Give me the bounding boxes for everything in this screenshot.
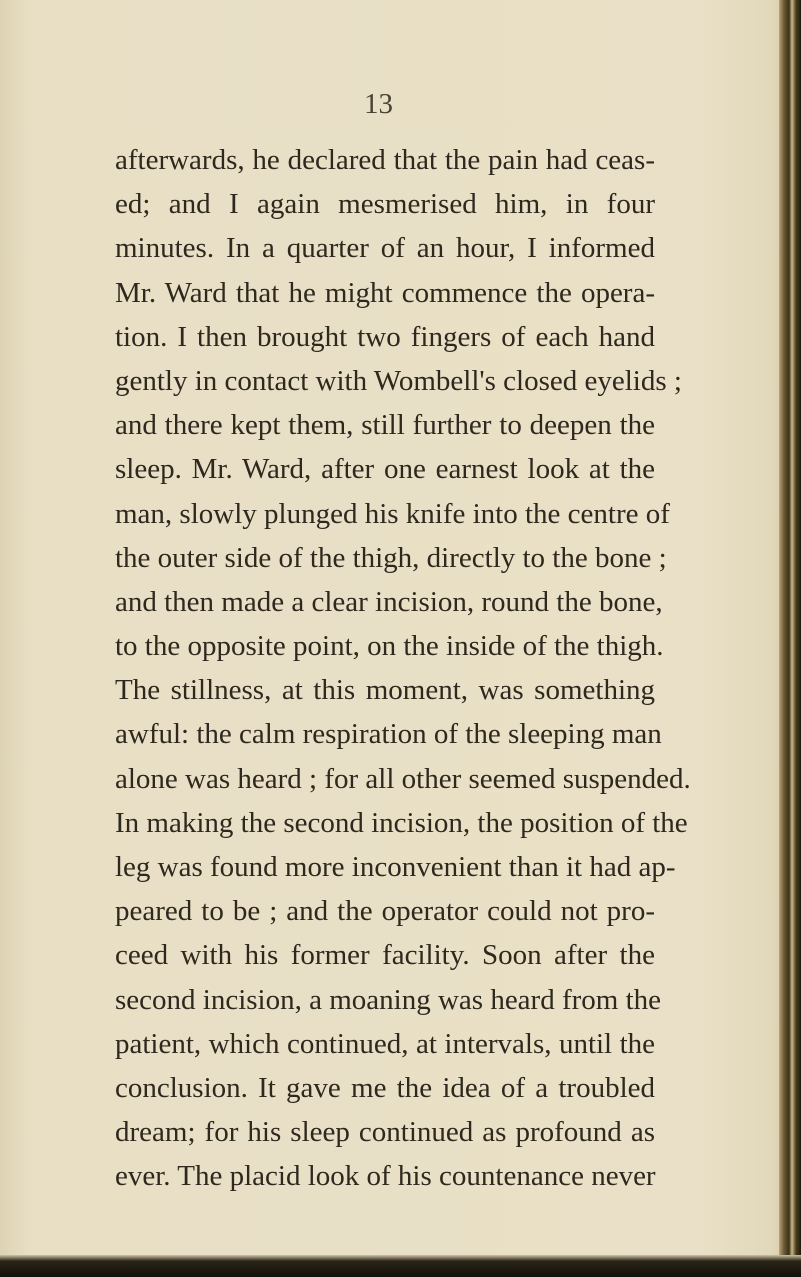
page-bottom-edge	[0, 1255, 801, 1277]
text-line: sleep. Mr. Ward, after one earnest look at the	[115, 453, 655, 486]
text-line: alone was heard ; for all other seemed suspended.	[115, 762, 691, 795]
text-line: gently in contact with Wombell's closed eyelids ;	[115, 364, 682, 397]
text-line: ed; and I again mesmerised him, in four	[115, 188, 655, 221]
text-line: dream; for his sleep continued as profound as	[115, 1116, 655, 1149]
text-line: leg was found more inconvenient than it had ap-	[115, 851, 676, 883]
text-line: second incision, a moaning was heard from the	[115, 983, 662, 1016]
text-line: afterwards, he declared that the pain had ceas-	[115, 144, 655, 176]
text-line: and then made a clear incision, round the bone,	[115, 585, 663, 618]
text-line: man, slowly plunged his knife into the centre of	[115, 497, 670, 530]
book-binding-edge	[779, 0, 801, 1277]
text-line: minutes. In a quarter of an hour, I informed	[115, 232, 655, 265]
text-line: and there kept them, still further to deepen the	[115, 409, 655, 442]
text-line: ever. The placid look of his countenance never	[115, 1160, 656, 1193]
body-text	[115, 138, 691, 1199]
text-line: patient, which continued, at intervals, until the	[115, 1027, 655, 1060]
text-line: the outer side of the thigh, directly to the bone ;	[115, 541, 667, 574]
text-line: In making the second incision, the position of the	[115, 806, 688, 839]
text-line: ceed with his former facility. Soon after the	[115, 939, 655, 972]
text-line: The stillness, at this moment, was something	[115, 674, 655, 707]
text-line: peared to be ; and the operator could not pro-	[115, 895, 655, 928]
text-line: conclusion. It gave me the idea of a troubled	[115, 1071, 655, 1104]
text-line: to the opposite point, on the inside of the thigh.	[115, 630, 664, 663]
text-line: Mr. Ward that he might commence the opera-	[115, 276, 655, 309]
text-line: awful: the calm respiration of the sleeping man	[115, 718, 662, 751]
page-number: 13	[364, 88, 393, 120]
text-line: tion. I then brought two fingers of each hand	[115, 320, 655, 353]
